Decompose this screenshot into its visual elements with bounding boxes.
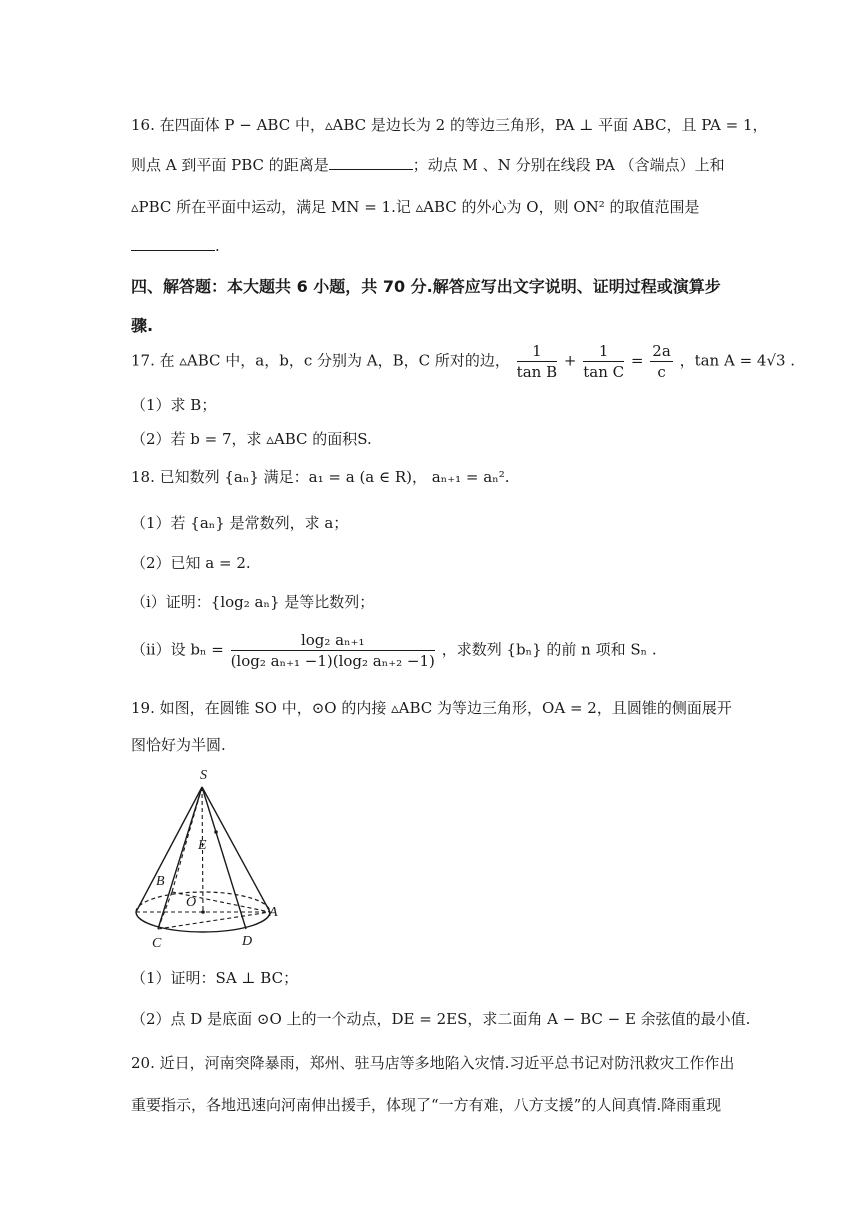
q17-fraction-3-num: 2a xyxy=(652,342,671,360)
q20-line-2: 重要指示，各地迅速向河南伸出援手，体现了“一方有难，八方支援”的人间真情.降雨重现 xyxy=(131,1096,722,1114)
label-A: A xyxy=(269,905,278,920)
answer-blank-1[interactable] xyxy=(329,155,413,170)
q17-eq: = xyxy=(630,351,644,370)
q17-fraction-1 xyxy=(517,341,557,382)
label-S: S xyxy=(200,768,207,783)
q20-line-1: 20. 近日，河南突降暴雨，郑州、驻马店等多地陷入灾情.习近平总书记对防汛救灾工作作出 xyxy=(131,1054,735,1072)
q17-fraction-3 xyxy=(650,341,673,382)
q18-part-1: （1）若 {aₙ} 是常数列，求 a； xyxy=(131,514,349,532)
q18-fraction xyxy=(231,630,435,671)
label-E: E xyxy=(198,838,207,853)
answer-blank-2[interactable] xyxy=(131,236,215,251)
q18-fraction-den: (log₂ aₙ₊₁ −1)(log₂ aₙ₊₂ −1) xyxy=(230,652,435,670)
q17-intro: 17. 在 ▵ABC 中，a，b，c 分别为 A，B，C 所对的边， xyxy=(131,351,510,370)
q16-line-2-b: ；动点 M 、N 分别在线段 PA （含端点）上和 xyxy=(412,156,725,174)
q17-fraction-2-num: 1 xyxy=(583,341,624,362)
q18-line-1: 18. 已知数列 {aₙ} 满足：a₁ = a (a ∈ R)， aₙ₊₁ = aₙ². xyxy=(131,468,510,486)
cone-figure xyxy=(128,765,288,955)
q16-line-2 xyxy=(131,154,725,175)
q17-fraction-2 xyxy=(583,341,624,382)
q17-fraction-3-den: c xyxy=(657,363,666,381)
q17-fraction-1-num: 1 xyxy=(517,341,557,362)
q16-line-3: ▵PBC 所在平面中运动，满足 MN = 1.记 ▵ABC 的外心为 O，则 ON² 的取值范围是 xyxy=(131,198,700,216)
q18-part-i: （i）证明：{log₂ aₙ} 是等比数列； xyxy=(131,593,375,611)
q17-fraction-2-den: tan C xyxy=(583,363,625,381)
q17-line-1 xyxy=(131,341,795,382)
section-header-line-2: 骤. xyxy=(131,316,154,335)
q16-line-1: 16. 在四面体 P − ABC 中，▵ABC 是边长为 2 的等边三角形，PA ⊥ 平面 ABC，且 PA = 1， xyxy=(131,116,768,134)
q17-tail: ，tan A = 4√3 . xyxy=(679,351,796,370)
label-D: D xyxy=(242,934,253,949)
label-B: B xyxy=(156,874,165,889)
label-C: C xyxy=(152,936,162,951)
q19-line-1: 19. 如图，在圆锥 SO 中，⊙O 的内接 ▵ABC 为等边三角形，OA = 2，且圆锥的侧面展开 xyxy=(131,699,732,717)
q17-part-1: （1）求 B； xyxy=(131,396,217,414)
q18-part-ii xyxy=(131,630,657,671)
q18-part-2: （2）已知 a = 2. xyxy=(131,554,251,572)
section-header-line-1: 四、解答题：本大题共 6 小题，共 70 分.解答应写出文字说明、证明过程或演算步 xyxy=(131,277,721,296)
label-O: O xyxy=(186,895,197,910)
q18-fraction-num: log₂ aₙ₊₁ xyxy=(231,630,435,651)
q18-part-ii-b: ，求数列 {bₙ} 的前 n 项和 Sₙ . xyxy=(441,640,657,659)
q16-line-4 xyxy=(131,236,220,255)
q16-line-4-end: . xyxy=(215,237,220,255)
q16-line-2-a: 则点 A 到平面 PBC 的距离是 xyxy=(131,156,329,174)
q19-line-2: 图恰好为半圆. xyxy=(131,736,226,754)
q19-part-1: （1）证明：SA ⊥ BC； xyxy=(131,969,299,987)
q19-part-2: （2）点 D 是底面 ⊙O 上的一个动点，DE = 2ES，求二面角 A − BC − E 余弦值的最小值. xyxy=(131,1010,751,1028)
q17-part-2: （2）若 b = 7，求 ▵ABC 的面积S. xyxy=(131,430,372,448)
q17-plus: + xyxy=(563,351,577,370)
q17-fraction-1-den: tan B xyxy=(516,363,558,381)
q18-part-ii-a: （ii）设 bₙ = xyxy=(131,640,224,659)
